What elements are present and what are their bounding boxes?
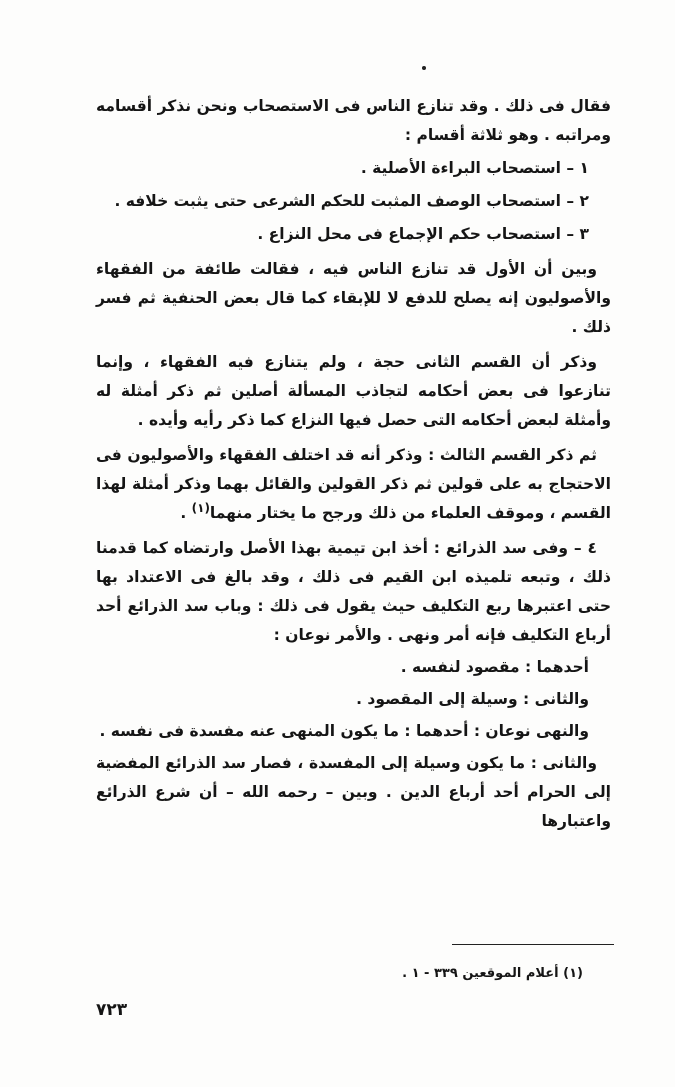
- footnote-separator: [452, 944, 614, 945]
- main-text: [96, 92, 611, 836]
- quote-line-2: والثانى : وسيلة إلى المقصود .: [356, 690, 589, 708]
- paragraph-4-text: ثم ذكر القسم الثالث : وذكر أنه قد اختلف الفقهاء والأصوليون فى الاحتجاج به على قولين ثم ذكر القولين والقائل بهما وذكر أمثلة لهذا القسم ، وموقف العلماء من ذلك ورجح ما يختار منهما: [96, 446, 611, 522]
- list-item-2: ٢ – استصحاب الوصف المثبت للحكم الشرعى حتى يثبت خلافه .: [114, 192, 589, 210]
- quote-line-3: والنهى نوعان : أحدهما : ما يكون المنهى عنه مفسدة فى نفسه .: [99, 722, 589, 740]
- page-number: ٧٢٣: [96, 1000, 128, 1020]
- paragraph-2: وبين أن الأول قد تنازع الناس فيه ، فقالت طائفة من الفقهاء والأصوليون إنه يصلح للدفع لا للإبقاء كما قال بعض الحنفية ثم فسر ذلك .: [96, 260, 611, 336]
- paragraph-3: وذكر أن القسم الثانى حجة ، ولم يتنازع فيه الفقهاء ، وإنما تنازعوا فى بعض أحكامه لتجاذب المسألة أصلين ثم ذكر أمثلة له وأمثلة لبعض أحكامه التى حصل فيها النزاع كما ذكر رأيه وأيده .: [96, 353, 611, 429]
- paragraph-5: ٤ – وفى سد الذرائع : أخذ ابن تيمية بهذا الأصل وارتضاه كما قدمنا ذلك ، وتبعه تلميذه ابن القيم فى ذلك ، وقد بالغ فى الاعتداد بها حتى اعتبرها ربع التكليف حيث يقول فى ذلك : وباب سد الذرائع أحد أرباع التكليف فإنه أمر ونهى . والأمر نوعان :: [96, 539, 611, 644]
- paragraph-6: والثانى : ما يكون وسيلة إلى المفسدة ، فصار سد الذرائع المفضية إلى الحرام أحد أرباع الدين . وبين – رحمه الله – أن شرع الذرائع واعتبارها: [96, 754, 611, 830]
- list-item-3: ٣ – استصحاب حكم الإجماع فى محل النزاع .: [257, 225, 589, 243]
- paragraph-4: [96, 441, 611, 528]
- footnote: (١) أعلام الموقعين ٣٣٩ - ١ .: [402, 966, 583, 981]
- footnote-reference: (١): [191, 500, 210, 515]
- paragraph-4-end: .: [180, 504, 192, 522]
- quote-line-1: أحدهما : مقصود لنفسه .: [400, 658, 589, 676]
- list-item-1: ١ – استصحاب البراءة الأصلية .: [360, 159, 589, 177]
- top-dot-mark: [422, 66, 426, 70]
- paragraph-1: فقال فى ذلك . وقد تنازع الناس فى الاستصحاب ونحن نذكر أقسامه ومراتبه . وهو ثلاثة أقسام :: [96, 97, 611, 144]
